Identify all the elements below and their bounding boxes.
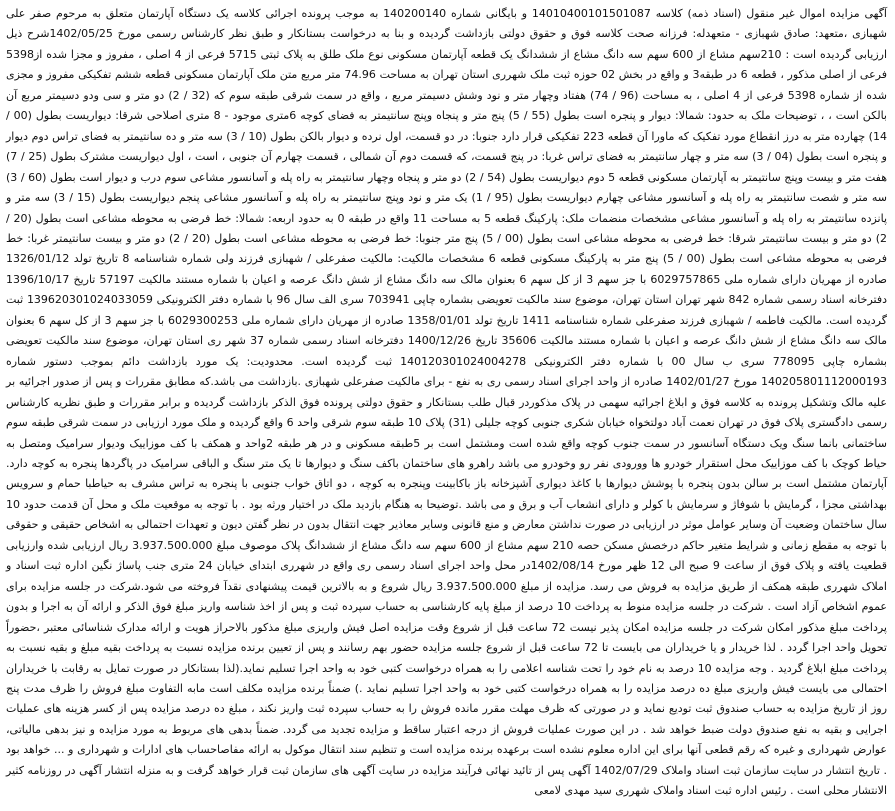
notice-body-text: آگهی مزایده اموال غیر منقول (اسناد ذمه) کلاسه 14010400101501087 و بایگانی شماره 140200140 به موجب پرونده اجرائی کلاسه یک دستگاه آپارتمان متعلق به مرحوم صفر علی شهبازی ،متعهد: صادق شهبازی - متعهدله: فرزانه صحت کلاسه فوق و حقوق دولتی بازداشت گردیده و بنا به درخواست بستانکار و طبق نظر کارشناس رسمی مورخ 1402/05/25شرح ذیل ارزیابی گردیده است : 210سهم مشاع از 600 سهم سه دانگ مشاع از ششدانگ یک قطعه آپارتمان مسکونی نوع ملک طلق به پلاک ثبتی 5715 فرعی از 4 اصلی ، مفروز و مجزا شده از5398 فرعی از اصلی مذکور ، قطعه 6 در طبقه3 و واقع در بخش 02 حوزه ثبت ملک شهرری استان تهران به مساحت 74.96 متر مربع متن ملک آپارتمان مسکونی قطعه ششم تفکیکی مفروز و مجزی شده از شماره 5398 فرعی از 4 اصلی ، به مساحت (96 / 74) هفتاد وچهار متر و نود وشش دسیمتر مربع ، واقع در سمت شرقی طبقه سوم که (32 / 2) دو متر و سی ودو دسیمتر مربع آن بالکن است ، ، توضیحات ملک به حدود: شمالا: دیوار و پنجره است بطول (55 / 5) پنج متر و پنجاه وپنج سانتیمتر به فضای کوچه 6متری موجود - 8 متری اصلاحی شرقا: دیواریست بطول (00 / 14) چهارده متر به درز انقطاع مورد تفکیک که ماورا آن قطعه 223 تفکیکی قرار دارد جنوبا: در دو قسمت، اول نرده و دیوار بالکن بطول (10 / 3) سه متر و ده سانتیمتر به فضای تراس دوم دیوار و پنجره است بطول (04 / 3) سه متر و چهار سانتیمتر به فضای تراس غربا: در پنج قسمت، که قسمت دوم آن شمالی ، قسمت چهارم آن جنوبی ، است ، اول دیواریست مشترک بطول (25 / 7) هفت متر و بیست وپنج سانتیمتر به آپارتمان مسکونی قطعه 5 دوم دیواریست بطول (54 / 2) دو متر و پنجاه وچهار سانتیمتر به راه پله و آسانسور مشاعی سوم درب و دیوار است بطول (60 / 3) سه متر و شصت سانتیمتر به راه پله و آسانسور مشاعی چهارم دیواریست بطول (95 / 1) یک متر و نود وپنج سانتیمتر به راه پله و آسانسور مشاعی پنجم دیواریست بطول (15 / 3) سه متر و پانزده سانتیمتر به راه پله و آسانسور مشاعی مشخصات منضمات ملک: پارکینگ قطعه 5 به مساحت 11 واقع در طبقه 0 به حدود اربعه: شمالا: خط فرضی به محوطه مشاعی است بطول (20 / 2) دو متر و بیست سانتیمتر شرقا: خط فرضی به محوطه مشاعی است بطول (00 / 5) پنج متر جنوبا: خط فرضی به محوطه مشاعی است بطول (20 / 2) دو متر و بیست سانتیمتر غربا: خط فرضی به محوطه مشاعی است بطول (00 / 5) پنج متر به پارکینگ مسکونی قطعه 6 مشخصات مالکیت: مالکیت صفرعلی / شهبازی فرزند ولی شماره شناسنامه 8 تاریخ تولد 1326/01/12 صادره از مهریان دارای شماره ملی 6029757865 با جز سهم 3 از کل سهم 6 بعنوان مالک سه دانگ مشاع از شش دانگ عرصه و اعیان با شماره مستند مالکیت 57197 تاریخ 1396/10/17 دفترخانه اسناد رسمی شماره 842 شهر تهران استان تهران، موضوع سند مالکیت تعویضی بشماره چاپی 703941 سری الف سال 96 با شماره دفتر الکترونیکی 139620301024033059 ثبت گردیده است. مالکیت فاطمه / شهبازی فرزند صفرعلی شماره شناسنامه 1411 تاریخ تولد 1358/01/01 صادره از مهریان دارای شماره ملی 6029300253 با جز سهم 3 از کل سهم 6 بعنوان مالک سه دانگ مشاع از شش دانگ عرصه و اعیان با شماره مستند مالکیت 35606 تاریخ 1400/12/26 دفترخانه اسناد رسمی شماره 37 شهر ری استان تهران، موضوع سند مالکیت تعویضی بشماره چاپی 778095 سری ب سال 00 با شماره دفتر الکترونیکی 140120301024004278 ثبت گردیده است. محدودیت: یک مورد بازداشت دائم بموجب دستور شماره 140205801112000193 مورخ 1402/01/27 صادره از واحد اجرای اسناد رسمی ری به نفع - برای مالکیت صفرعلی شهبازی .بازداشت می باشد.که مطابق مقررات و پس از صدور اجرائیه بر علیه مالک وتشکیل پرونده به کلاسه فوق و ابلاغ اجرائیه سهمی در پلاک مذکوردر قبال طلب بستانکار و حقوق دولتی پرونده فوق الذکر بازداشت گردیده و برابر مقررات و طبق نظریه کارشناس رسمی دادگستری پلاک فوق در تهران نعمت آباد دولتخواه خیابان شکری جنوبی کوچه جلیلی (31) پلاک 10 طبقه سوم شرقی واحد 6 واقع گردیده و ملک مورد ارزیابی در سمت شرقی طبقه سوم ساختمانی بانما سنگ ویک دستگاه آسانسور در سمت جنوب کوچه واقع شده است ومشتمل است بر 5طبقه مسکونی و در هر طبقه 2واحد و همکف با کف موزاییک ودیوار سرامیک ومتصل به حیاط کوچک با کف موزاییک محل استقرار خودرو ها وورودی نفر رو وخودرو می باشد راهرو های ساختمان باکف سنگ و دیوارها تا یک متر سنگ و الباقی سرامیک در پاگردها پنجره به کوچه دارد. آپارتمان مشتمل است بر سالن بدون پنجره با پوشش دیوارها با کاغذ دیواری آشپزخانه باز باکابینت وپنجره به کوچه ، دو اتاق خواب جنوبی با پنجره به تراس مشرف به حیاطبا حمام و سرویس بهداشتی مجزا ، گرمایش با شوفاژ و سرمایش با کولر و دارای انشعاب آب و برق و می باشد .توضیحا به هنگام بازدید ملک در اختیار ورثه بود . با توجه به موقعیت ملک و محل آن قدمت حدود 10 سال ساختمان وضعیت آن وسایر عوامل موثر در ارزیابی در صورت نداشتن معارض و منع قانونی وسایر معاذیر جهت انتقال بدون در نظر گفتن دیون و تعهدات احتمالی به اشخاص حقیقی و حقوقی با توجه به مقطع زمانی و شرایط متغیر حاکم درخصش مسکن حصه 210 سهم مشاع از 600 سهم سه دانگ مشاع از ششدانگ پلاک موصوف مبلغ 3.937.500.000 ریال ارزیابی شده وارزیابی قطعیت یافته و پلاک فوق از ساعت 9 صبح الی 12 ظهر مورخ 1402/08/14در محل واحد اجرای اسناد رسمی ری واقع در شهرری ابتدای خیابان 24 متری جنب پاساژ نگین اداره ثبت اسناد و املاک شهرری طبقه همکف از طریق مزایده به فروش می رسد. مزایده از مبلغ 3.937.500.000 ریال شروع و به بالاترین قیمت پیشنهادی نقدآ فروخته می شود.شرکت در جلسه مزایده برای عموم اشخاص آزاد است . شرکت در جلسه مزایده منوط به پرداخت 10 درصد از مبلغ پایه کارشناسی به حساب سپرده ثبت و پس از اخذ شناسه واریز مبلغ فوق الذکر و ارائه آن به اجرا و بدون پرداخت مبلغ مذکور امکان شرکت در جلسه مزایده امکان پذیر نیست 72 ساعت قبل از شروع وقت مزایده اصل فیش واریزی مبلغ مذکور بالاحراز هویت و ارائه مدارک شناسائی معتبر ،حضوراً تحویل واحد اجرا گردد . لذا خریدار و یا خریداران می بایست تا 72 ساعت قبل از شروع جلسه مزایده حضور بهم رسانند و پس از تعیین برنده مزایده نسبت به پرداخت بقیه مبلغ و بقیه نسبت به پرداخت مبلغ ابلاغ گردید . وجه مزایده 10 درصد به نام خود را تحت شناسه اعلامی را به همراه درخواست کتبی خود به واحد اجرا تسلیم نماید.(لذا بستانکار در صورت تمایل به رقابت با خریداران احتمالی می بایست فیش واریزی مبلغ ده درصد مزایده را به همراه درخواست کتبی خود به واحد اجرا تسلیم نماید .) ضمناً برنده مزایده مکلف است مابه التفاوت مبلغ فروش را ظرف مدت پنج روز از تاریخ مزایده به حساب صندوق ثبت تودیع نماید و در صورتی که ظرف مهلت مقرر مانده فروش را به حساب سپرده ثبت واریز نکند ، مبلغ ده درصد مزایده پس از کسر هزینه های عملیات اجرایی و بقیه به نفع صندوق دولت ضبط خواهد شد . در این صورت عملیات فروش از درجه اعتبار ساقط و مزایده تجدید می گردد. ضمناً بدهی های مربوط به مورد مزایده و نیز بدهی مالیاتی، عوارض شهرداری و غیره که رقم قطعی آنها برای این اداره معلوم نشده است برعهده برنده مزایده است و تنظیم سند انتقال موکول به ارائه مفاصاحساب های ادارات و شهرداری و ... خواهد بود . تاریخ انتشار در سایت سازمان ثبت اسناد واملاک 1402/07/29 آگهی پس از تائید نهائی فرآیند مزایده در سایت آگهی های سازمان ثبت قرار خواهد گرفت و به منزله انتشار آگهی در روزنامه کثیر الانتشار محلی است . رئیس اداره ثبت اسناد واملاک شهرری سید مهدی لامعی (6, 7, 888, 798)
